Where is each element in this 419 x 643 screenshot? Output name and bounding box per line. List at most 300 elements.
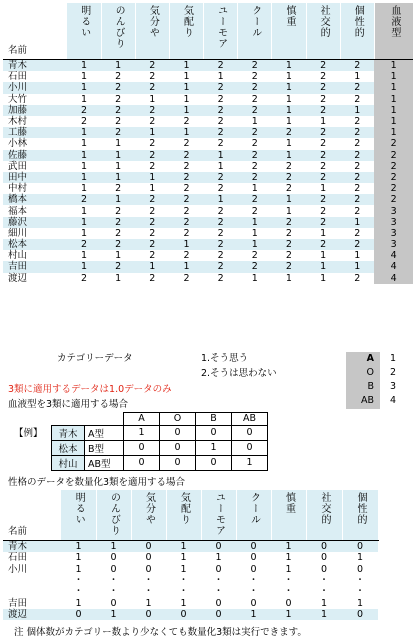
example-name: 青木 xyxy=(52,425,85,440)
table-cell: 1 xyxy=(75,563,82,575)
row-name: 工藤 xyxy=(3,127,67,138)
table-cell: 0 xyxy=(250,552,257,564)
table-cell: 2 xyxy=(115,116,122,128)
row-name: 青木 xyxy=(3,541,61,553)
example-type: B型 xyxy=(85,440,124,455)
table-row xyxy=(3,586,378,597)
blood-cell: 4 xyxy=(374,273,413,284)
table-row xyxy=(3,205,413,216)
table-cell: 1 xyxy=(96,609,131,620)
legend-type: O xyxy=(366,367,374,378)
example-header: B xyxy=(196,413,232,426)
category-label: カテゴリーデータ xyxy=(57,353,133,364)
table-cell: 2 xyxy=(306,172,340,183)
table-cell: 2 xyxy=(204,105,238,116)
table-cell: 1 xyxy=(356,597,364,609)
table-cell: 2 xyxy=(67,194,101,205)
table-cell: 2 xyxy=(169,150,203,161)
table-cell: 2 xyxy=(238,194,272,205)
table-cell: 2 xyxy=(285,227,292,239)
table-cell: 2 xyxy=(101,127,135,138)
table-cell: 2 xyxy=(285,160,292,172)
table-cell: 1 xyxy=(67,82,101,93)
table-cell: 0 xyxy=(236,541,271,553)
table-row xyxy=(3,71,413,82)
table-cell: 0 xyxy=(285,597,292,609)
table-cell: 2 xyxy=(354,116,361,128)
table-cell: 1 xyxy=(238,217,272,228)
table-cell: 2 xyxy=(149,116,156,128)
table-cell: 1 xyxy=(320,250,327,262)
table-row xyxy=(3,172,413,183)
blood-cell: 2 xyxy=(374,194,413,205)
table-cell: 1 xyxy=(80,250,88,262)
table-cell: 1 xyxy=(320,272,327,284)
table-cell: 2 xyxy=(320,205,327,217)
table-row xyxy=(3,552,378,563)
table-cell: 2 xyxy=(149,138,156,150)
table-cell: 1 xyxy=(183,71,190,83)
table-cell: ・ xyxy=(143,586,154,598)
row-name: 橋本 xyxy=(3,194,67,205)
table-row xyxy=(3,564,378,575)
table-cell: 2 xyxy=(183,272,190,284)
table-cell: 2 xyxy=(306,82,340,93)
header-cell xyxy=(271,490,306,541)
blood-cell: 1 xyxy=(374,105,413,116)
row-name: 青木 xyxy=(3,60,67,72)
table-cell: 2 xyxy=(204,172,238,183)
table-cell: 2 xyxy=(183,205,190,217)
table-cell: 1 xyxy=(180,552,187,564)
table-cell: 0 xyxy=(145,552,152,564)
example-type: A型 xyxy=(85,425,124,440)
table-cell: 1 xyxy=(340,217,374,228)
table-cell: 1 xyxy=(135,127,169,138)
trait-header: 気配り xyxy=(181,5,193,38)
row-name: 吉田 xyxy=(3,261,67,272)
table-cell: 1 xyxy=(145,597,152,609)
table-cell: 0 xyxy=(61,609,96,620)
table-cell: 1 xyxy=(271,609,306,620)
table-cell: 1 xyxy=(135,261,169,272)
table-cell: 2 xyxy=(354,183,361,195)
name-header-cell xyxy=(3,490,61,541)
blood-cell: 1 xyxy=(374,82,413,93)
table-cell: ・ xyxy=(355,586,365,598)
table-cell: ・ xyxy=(319,575,329,587)
table-cell: 1 xyxy=(149,183,156,195)
table-cell: 0 xyxy=(110,552,117,564)
table-cell: 2 xyxy=(285,183,292,195)
row-name: 石田 xyxy=(8,552,28,564)
header-cell xyxy=(342,490,378,541)
table-cell: 2 xyxy=(354,205,361,217)
table-cell: 1 xyxy=(67,127,101,138)
table-cell: 2 xyxy=(217,138,224,150)
table-cell: 1 xyxy=(340,261,374,272)
table-cell: 0 xyxy=(201,609,236,620)
table-row xyxy=(3,239,413,250)
table-cell: 1 xyxy=(236,609,271,620)
table-cell: 2 xyxy=(320,160,327,172)
table-row xyxy=(3,250,413,261)
table-cell: 2 xyxy=(135,150,169,161)
table-cell: 2 xyxy=(135,82,169,93)
trait-header: のんびり xyxy=(108,492,120,536)
example-cell: 0 xyxy=(232,440,268,455)
table-cell: 1 xyxy=(272,105,306,116)
table-cell: 2 xyxy=(115,183,122,195)
blood-cell: 1 xyxy=(374,60,413,72)
table-row xyxy=(3,94,413,105)
table-cell: 1 xyxy=(101,172,135,183)
table-cell: 2 xyxy=(183,183,190,195)
trait-header: クール xyxy=(249,5,261,38)
footer-note: 注 個体数がカテゴリー数より少なくても数量化3類は実行できます。 xyxy=(14,627,307,638)
table-cell: 2 xyxy=(135,105,169,116)
table-cell: 1 xyxy=(251,227,258,239)
legend-row xyxy=(346,352,410,366)
table-cell: 2 xyxy=(204,217,238,228)
trait-header: 個性的 xyxy=(355,492,366,525)
table-cell: 0 xyxy=(356,563,364,575)
table-row xyxy=(3,150,413,161)
table-row xyxy=(3,261,413,272)
header-cell xyxy=(306,490,342,541)
trait-header: 個性的 xyxy=(352,5,364,38)
table-cell: 1 xyxy=(217,160,224,172)
main-header-row xyxy=(3,3,413,60)
table-cell: 1 xyxy=(215,552,222,564)
example-name: 村山 xyxy=(52,455,85,470)
table-cell: 2 xyxy=(101,82,135,93)
row-name: 佐藤 xyxy=(3,150,67,161)
table-row xyxy=(3,127,413,138)
empty-cell xyxy=(85,413,124,426)
blood-cell: 3 xyxy=(374,239,413,250)
table-cell: ・ xyxy=(143,575,154,587)
trait-header: 慎重 xyxy=(283,492,295,514)
table-cell: 1 xyxy=(67,217,101,228)
table-cell: 1 xyxy=(183,93,190,105)
name-header: 名前 xyxy=(8,45,28,56)
row-name: 小川 xyxy=(8,563,28,575)
table-cell: 1 xyxy=(340,105,374,116)
table-cell: ・ xyxy=(73,575,84,587)
table-cell: 2 xyxy=(149,205,156,217)
table-cell: ・ xyxy=(213,586,224,598)
legend-row xyxy=(346,394,410,408)
table-cell: 2 xyxy=(80,116,88,128)
table-cell: 2 xyxy=(238,105,272,116)
table-cell: 0 xyxy=(110,563,117,575)
table-cell: 1 xyxy=(285,552,292,564)
blood-header: 血液型 xyxy=(388,5,400,38)
header-cell xyxy=(61,490,96,541)
row-name: 藤沢 xyxy=(3,217,67,228)
table-cell: 2 xyxy=(320,93,327,105)
table-cell: 0 xyxy=(110,597,117,609)
table-cell: 2 xyxy=(217,272,224,284)
table-cell: 1 xyxy=(251,183,258,195)
table-cell: 2 xyxy=(238,60,272,72)
table-cell: ・ xyxy=(178,586,189,598)
header-cell xyxy=(101,3,135,60)
table-cell: 2 xyxy=(149,272,156,284)
note-blood: 血液型を3類に適用する場合 xyxy=(8,399,129,410)
table-cell: 1 xyxy=(306,261,340,272)
table-cell: 1 xyxy=(67,261,101,272)
row-name: 福本 xyxy=(8,205,28,217)
table-cell: 0 xyxy=(145,563,152,575)
trait-header: 気配り xyxy=(178,492,190,525)
table-cell: 2 xyxy=(340,127,374,138)
table-cell: 1 xyxy=(204,194,238,205)
example-header: AB xyxy=(232,413,268,426)
table-cell: 2 xyxy=(354,93,361,105)
header-cell xyxy=(306,3,340,60)
row-name: 大竹 xyxy=(8,93,28,105)
table-cell: 1 xyxy=(169,261,203,272)
table-cell: 2 xyxy=(101,217,135,228)
row-name: 田中 xyxy=(3,172,67,183)
table-cell: 1 xyxy=(115,138,122,150)
table-cell: 2 xyxy=(217,227,224,239)
table-cell: 1 xyxy=(217,71,224,83)
table-cell: 2 xyxy=(204,239,238,250)
legend-code: 3 xyxy=(390,381,397,392)
trait-header: 気分や xyxy=(143,492,155,525)
row-name: 渡辺 xyxy=(3,609,61,620)
table-cell: 2 xyxy=(135,239,169,250)
table-row xyxy=(3,183,413,194)
table-cell: 2 xyxy=(306,217,340,228)
blood-header-cell xyxy=(374,3,413,60)
table-cell: 1 xyxy=(272,60,306,72)
table-row xyxy=(3,138,413,149)
table-cell: 2 xyxy=(238,127,272,138)
table-cell: 1 xyxy=(67,60,101,72)
table-cell: 2 xyxy=(67,105,101,116)
example-label: 【例】 xyxy=(14,428,43,439)
table-row xyxy=(3,273,413,284)
header-cell xyxy=(135,3,169,60)
table-cell: 2 xyxy=(272,217,306,228)
table-cell: 1 xyxy=(285,563,292,575)
table-cell: 1 xyxy=(285,71,292,83)
table-cell: 1 xyxy=(272,194,306,205)
table-cell: 1 xyxy=(354,250,361,262)
table-cell: 1 xyxy=(80,205,88,217)
table-cell: 2 xyxy=(217,93,224,105)
row-name: 石田 xyxy=(8,71,28,83)
table-cell: 2 xyxy=(115,71,122,83)
table-cell: 2 xyxy=(306,239,340,250)
table-cell: 1 xyxy=(251,272,258,284)
table-cell: 1 xyxy=(101,194,135,205)
table-cell: 1 xyxy=(356,552,364,564)
table-cell: 2 xyxy=(204,261,238,272)
blood-cell: 3 xyxy=(374,228,413,239)
example-row xyxy=(52,440,268,455)
table-cell: 1 xyxy=(285,116,292,128)
table-row xyxy=(3,609,378,620)
trait-header: ユーモア xyxy=(215,5,227,49)
table-cell: 1 xyxy=(238,239,272,250)
note-red: 3類に適用するデータは1.0データのみ xyxy=(8,384,172,395)
row-name: 木村 xyxy=(8,116,28,128)
table-cell: 1 xyxy=(320,597,328,609)
table-cell: 1 xyxy=(75,597,82,609)
table-cell: ・ xyxy=(319,586,329,598)
legend-code: 4 xyxy=(390,395,397,406)
table-cell: 1 xyxy=(306,609,342,620)
table-cell: 0 xyxy=(131,541,166,553)
table-cell: 2 xyxy=(272,172,306,183)
header-cell xyxy=(238,3,272,60)
blood-cell: 4 xyxy=(374,250,413,261)
name-header-cell xyxy=(3,3,67,60)
table-cell: 1 xyxy=(204,150,238,161)
legend-row xyxy=(346,366,410,380)
trait-header: 明るい xyxy=(78,5,90,38)
example-name: 松本 xyxy=(52,440,85,455)
table-cell: 1 xyxy=(96,541,131,553)
table-cell: 2 xyxy=(272,261,306,272)
table-cell: 2 xyxy=(149,71,156,83)
table-cell: 1 xyxy=(320,116,327,128)
table-cell: 2 xyxy=(149,227,156,239)
blood-cell: 2 xyxy=(374,172,413,183)
main-data-table xyxy=(3,3,413,284)
table-cell: 2 xyxy=(306,127,340,138)
table-cell: 2 xyxy=(306,150,340,161)
table-cell: 2 xyxy=(340,60,374,72)
blood-cell: 4 xyxy=(374,261,413,272)
row-name: 武田 xyxy=(8,160,28,172)
table-cell: ・ xyxy=(283,586,294,598)
blood-cell: 2 xyxy=(374,161,413,172)
legend-code: 1 xyxy=(390,353,397,364)
example-cell: 0 xyxy=(196,425,232,440)
row-name: 中村 xyxy=(8,183,28,195)
table-cell: 0 xyxy=(250,597,257,609)
table-row xyxy=(3,541,378,553)
example-header: O xyxy=(160,413,196,426)
table-cell: 2 xyxy=(354,138,361,150)
row-name xyxy=(3,575,61,586)
table-cell: 1 xyxy=(169,82,203,93)
blood-cell: 1 xyxy=(374,94,413,105)
table-cell: 1 xyxy=(135,172,169,183)
table-cell: 2 xyxy=(217,250,224,262)
table-cell: 1 xyxy=(169,105,203,116)
note-personality: 性格のデータを数量化3類を適用する場合 xyxy=(8,477,186,488)
table-cell: 2 xyxy=(320,138,327,150)
blood-cell: 1 xyxy=(374,71,413,82)
table-cell: 2 xyxy=(101,261,135,272)
example-cell: 0 xyxy=(160,440,196,455)
table-cell: 2 xyxy=(115,227,122,239)
table-cell: ・ xyxy=(73,586,84,598)
header-cell xyxy=(204,3,238,60)
table-row xyxy=(3,60,413,72)
category-line-1: 1.そう思う xyxy=(201,353,249,364)
table-cell: 2 xyxy=(251,71,258,83)
header-cell xyxy=(201,490,236,541)
table-cell: 1 xyxy=(271,541,306,553)
table-cell: 1 xyxy=(251,116,258,128)
table-cell: 1 xyxy=(320,227,327,239)
table-cell: 1 xyxy=(320,183,327,195)
table-cell: 1 xyxy=(180,597,187,609)
table-row xyxy=(3,194,413,205)
table-cell: 0 xyxy=(306,541,342,553)
table-cell: 1 xyxy=(285,205,292,217)
blood-cell: 1 xyxy=(374,127,413,138)
blood-cell: 2 xyxy=(374,138,413,149)
table-cell: 2 xyxy=(183,250,190,262)
table-cell: 1 xyxy=(67,150,101,161)
table-cell: 1 xyxy=(80,183,88,195)
table-cell: 1 xyxy=(80,160,88,172)
table-cell: 2 xyxy=(340,82,374,93)
table-cell: 0 xyxy=(215,597,222,609)
table-cell: 1 xyxy=(285,138,292,150)
blood-cell: 2 xyxy=(374,183,413,194)
trait-header: 慎重 xyxy=(283,5,295,27)
table-cell: 1 xyxy=(272,82,306,93)
table-cell: 2 xyxy=(340,150,374,161)
header-cell xyxy=(236,490,271,541)
table-row xyxy=(3,217,413,228)
table-cell: 1 xyxy=(67,172,101,183)
table-row xyxy=(3,105,413,116)
header-cell xyxy=(166,490,201,541)
row-name: 小林 xyxy=(8,138,28,150)
trait-header: 気分や xyxy=(147,5,159,38)
row-name xyxy=(3,586,61,597)
table-cell: 2 xyxy=(285,250,292,262)
example-table xyxy=(51,412,268,471)
example-cell: 1 xyxy=(124,425,160,440)
table-cell: 1 xyxy=(180,563,187,575)
table-row xyxy=(3,575,378,586)
table-row xyxy=(3,82,413,93)
table-cell: 2 xyxy=(238,261,272,272)
table-cell: 2 xyxy=(101,239,135,250)
table-cell: 1 xyxy=(149,93,156,105)
example-row xyxy=(52,425,268,440)
personality-binary-table xyxy=(3,490,379,620)
table-cell: 1 xyxy=(101,150,135,161)
table-cell: 2 xyxy=(354,227,361,239)
table-cell: 1 xyxy=(101,60,135,72)
legend-row xyxy=(346,380,410,394)
table-cell: 2 xyxy=(135,217,169,228)
header-cell xyxy=(169,3,203,60)
trait-header: ユーモア xyxy=(213,492,225,536)
legend-type: A xyxy=(366,353,374,364)
category-line-2: 2.そうは思わない xyxy=(201,368,277,379)
blood-cell: 2 xyxy=(374,150,413,161)
table-row xyxy=(3,161,413,172)
table-cell: 1 xyxy=(75,552,82,564)
table-cell: 2 xyxy=(306,105,340,116)
table-cell: 1 xyxy=(169,127,203,138)
table-cell: 2 xyxy=(204,82,238,93)
